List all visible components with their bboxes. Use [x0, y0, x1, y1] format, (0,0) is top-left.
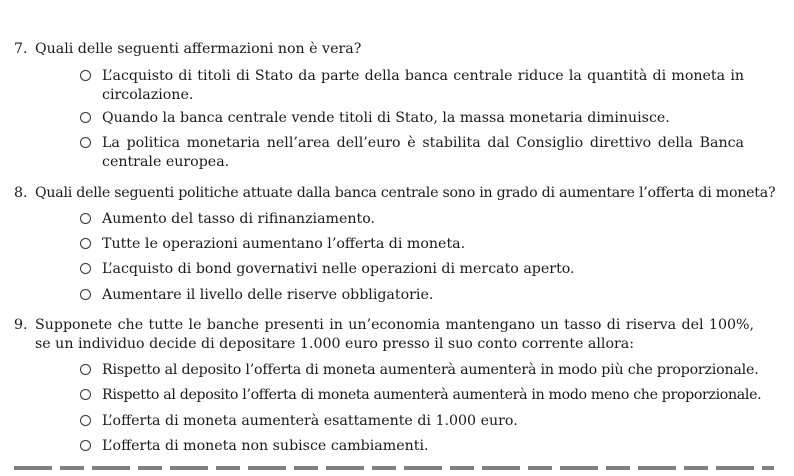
option-7c[interactable]: [80, 134, 744, 172]
option-label: L’offerta di moneta aumenterà esattamente di 1.000 euro.: [102, 413, 518, 429]
option-9a[interactable]: [80, 361, 759, 380]
question-number: 9.: [14, 317, 28, 333]
option-8d[interactable]: [80, 286, 744, 305]
radio-button[interactable]: [80, 112, 91, 123]
option-7a[interactable]: [80, 67, 744, 105]
option-label: Aumentare il livello delle riserve obbligatorie.: [102, 287, 434, 303]
option-9c[interactable]: [80, 412, 744, 431]
option-9b[interactable]: [80, 386, 762, 405]
radio-button[interactable]: [80, 440, 91, 451]
option-label: Quando la banca centrale vende titoli di Stato, la massa monetaria diminuisce.: [102, 110, 670, 126]
question-number: 7.: [14, 41, 28, 57]
question-7: [14, 40, 754, 59]
question-8: [14, 184, 776, 203]
radio-button[interactable]: [80, 415, 91, 426]
cut-off-text-line: [14, 462, 774, 476]
radio-button[interactable]: [80, 70, 91, 81]
radio-button[interactable]: [80, 137, 91, 148]
option-label: Rispetto al deposito l’offerta di moneta aumenterà aumenterà in modo più che proporzionale.: [102, 362, 759, 378]
radio-button[interactable]: [80, 263, 91, 274]
option-9d[interactable]: [80, 437, 744, 456]
radio-button[interactable]: [80, 213, 91, 224]
option-label: L’acquisto di bond governativi nelle operazioni di mercato aperto.: [102, 261, 575, 277]
question-9: [14, 316, 754, 354]
radio-button[interactable]: [80, 364, 91, 375]
option-label: Tutte le operazioni aumentano l’offerta di moneta.: [102, 236, 466, 252]
radio-button[interactable]: [80, 389, 91, 400]
question-text: Quali delle seguenti politiche attuate dalla banca centrale sono in grado di aumentare l’offerta di moneta?: [35, 185, 776, 201]
cut-off-text-fragment: [14, 466, 774, 470]
question-text: Supponete che tutte le banche presenti in un’economia mantengano un tasso di riserva del 100%, se un individuo decide di depositare 1.000 euro presso il suo conto corrente allora:: [35, 317, 754, 352]
radio-button[interactable]: [80, 238, 91, 249]
option-label: L’offerta di moneta non subisce cambiamenti.: [102, 438, 429, 454]
option-label: La politica monetaria nell’area dell’euro è stabilita dal Consiglio direttivo della Banca centrale europea.: [102, 135, 744, 170]
option-8b[interactable]: [80, 235, 744, 254]
option-label: Rispetto al deposito l’offerta di moneta aumenterà aumenterà in modo meno che proporzionale.: [102, 387, 762, 403]
option-8a[interactable]: [80, 210, 744, 229]
question-number: 8.: [14, 185, 28, 201]
option-7b[interactable]: [80, 109, 744, 128]
option-label: Aumento del tasso di rifinanziamento.: [102, 211, 376, 227]
question-text: Quali delle seguenti affermazioni non è vera?: [35, 41, 362, 57]
option-label: L’acquisto di titoli di Stato da parte della banca centrale riduce la quantità di moneta in circolazione.: [102, 68, 744, 103]
radio-button[interactable]: [80, 289, 91, 300]
option-8c[interactable]: [80, 260, 744, 279]
